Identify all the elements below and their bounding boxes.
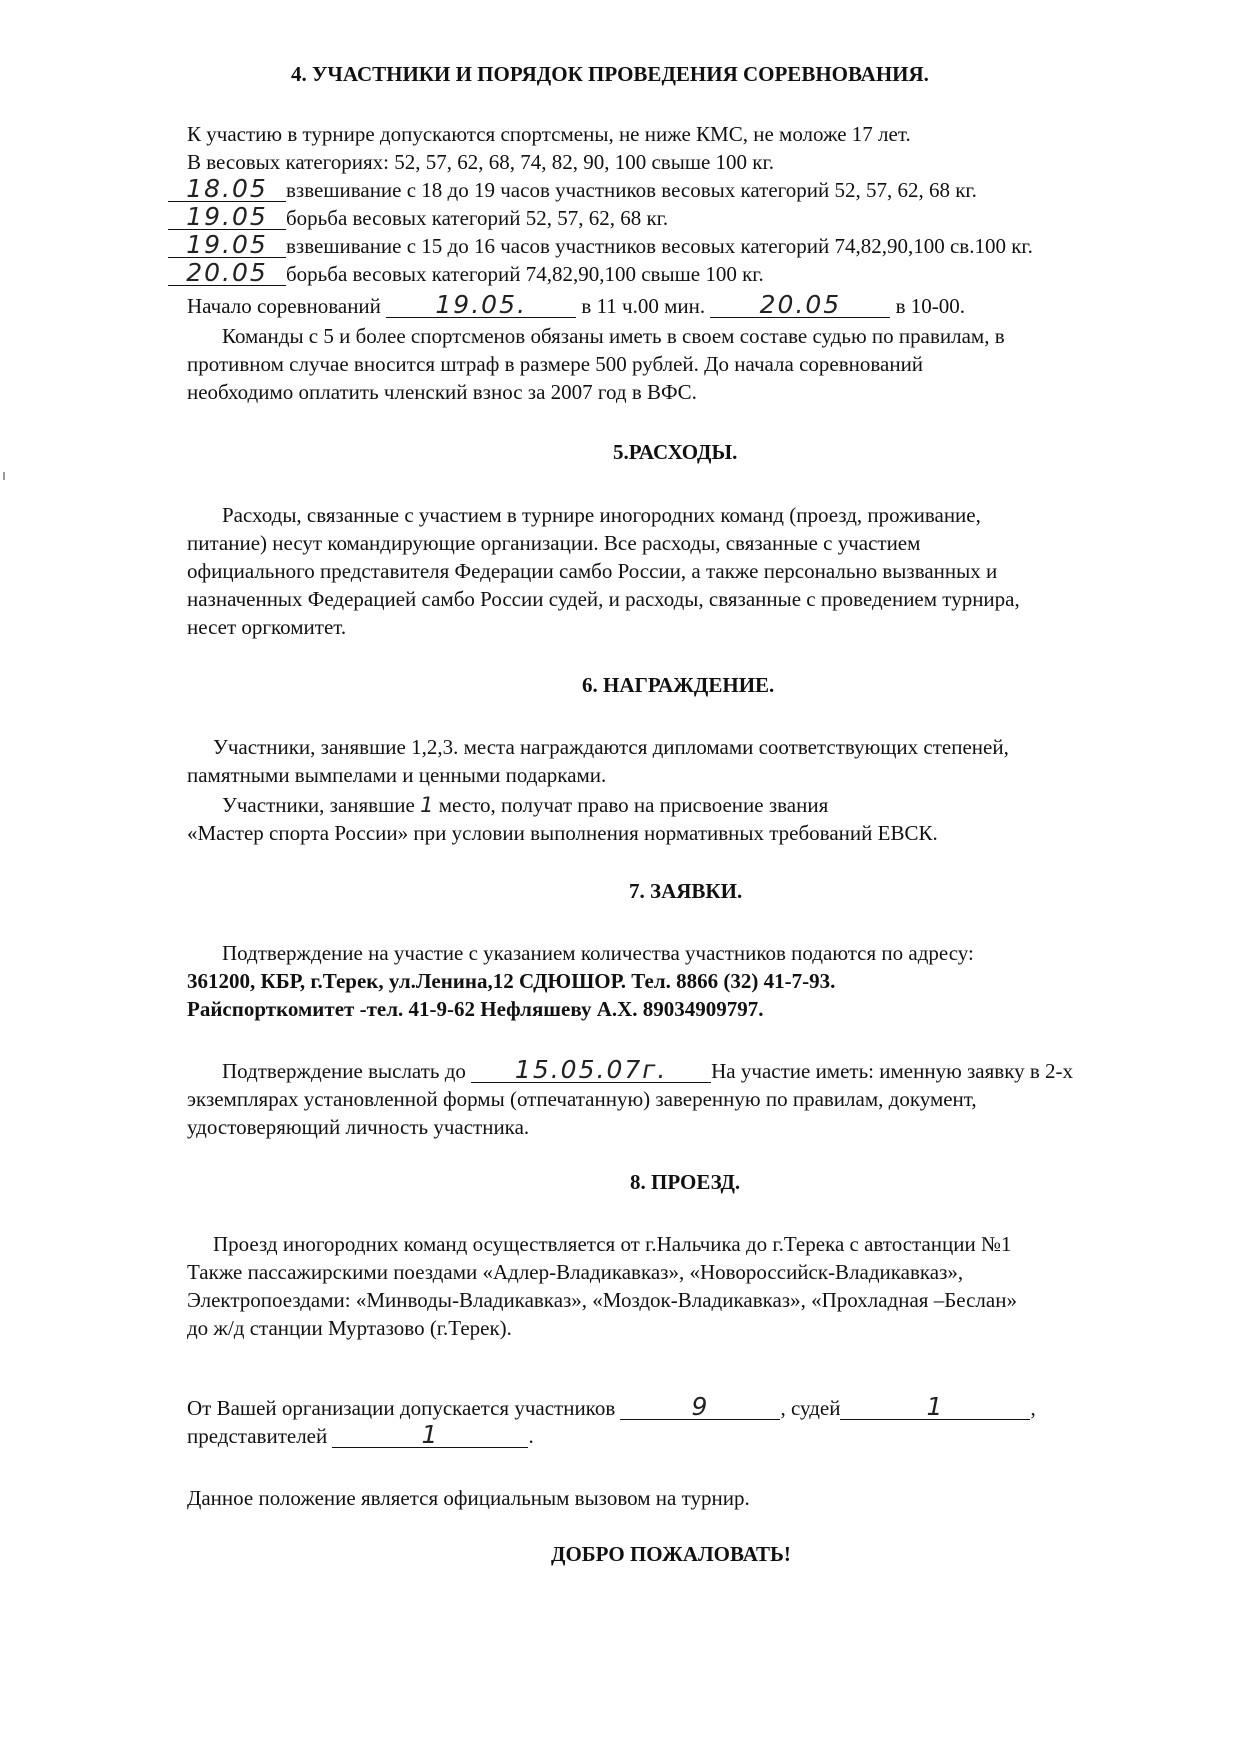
quota-reps-label: представителей — [187, 1424, 328, 1448]
start-time-2: в 10-00. — [895, 294, 966, 318]
s8-line-4: до ж/д станции Муртазово (г.Терек). — [187, 1316, 512, 1340]
s5-line-4: назначенных Федерацией самбо России судей, и расходы, связанные с проведением турнира, — [187, 587, 1020, 611]
handwritten-date: 20.05 — [168, 261, 286, 286]
schedule-text: взвешивание с 18 до 19 часов участников весовых категорий 52, 57, 62, 68 кг. — [286, 178, 977, 202]
s5-line-3: официального представителя Федерации самбо России, а также персонально вызванных и — [187, 559, 998, 583]
s7-contact: Райспорткомитет -тел. 41-9-62 Нефляшеву А.Х. 89034909797. — [187, 997, 764, 1021]
handwritten-date: 19.05 — [168, 205, 286, 230]
quota-period: . — [528, 1424, 534, 1448]
quota-comma: , — [1030, 1396, 1036, 1420]
handwritten-date: 18.05 — [168, 177, 286, 202]
official-call: Данное положение является официальным вызовом на турнир. — [187, 1486, 750, 1510]
section-4-heading: 4. УЧАСТНИКИ И ПОРЯДОК ПРОВЕДЕНИЯ СОРЕВНОВАНИЯ. — [291, 62, 929, 86]
s4-line-2: В весовых категориях: 52, 57, 62, 68, 74, 82, 90, 100 свыше 100 кг. — [187, 150, 775, 174]
s4-para-2: противном случае вносится штраф в размере 500 рублей. До начала соревнований — [187, 352, 924, 376]
handwritten-judges: 1 — [840, 1395, 1030, 1420]
handwritten-start-date-1: 19.05. — [386, 293, 576, 318]
start-time-1: в 11 ч.00 мин. — [581, 294, 706, 318]
schedule-row-2 — [168, 204, 668, 232]
handwritten-place: 1 — [420, 793, 434, 817]
quota-line-1 — [187, 1394, 1036, 1422]
quota-judges-label: , судей — [780, 1396, 841, 1420]
s5-line-5: несет оргкомитет. — [187, 615, 347, 639]
handwritten-reps: 1 — [332, 1423, 528, 1448]
start-line — [187, 292, 965, 320]
section-7-heading: 7. ЗАЯВКИ. — [629, 879, 743, 903]
handwritten-start-date-2: 20.05 — [710, 293, 890, 318]
s7-address: 361200, КБР, г.Терек, ул.Ленина,12 СДЮШОР. Тел. 8866 (32) 41-7-93. — [187, 969, 836, 993]
handwritten-participants: 9 — [620, 1395, 780, 1420]
s7-confirm-rest: На участие иметь: именную заявку в 2-х — [711, 1059, 1074, 1083]
handwritten-date: 19.05 — [168, 233, 286, 258]
s4-para-3: необходимо оплатить членский взнос за 2007 год в ВФС. — [187, 380, 697, 404]
s5-line-2: питание) несут командирующие организации. Все расходы, связанные с участием — [187, 531, 921, 555]
s8-line-2: Также пассажирскими поездами «Адлер-Владикавказ», «Новороссийск-Владикавказ», — [187, 1260, 964, 1284]
s7-line-6: удостоверяющий личность участника. — [187, 1115, 530, 1139]
schedule-row-3 — [168, 232, 1033, 260]
schedule-text: борьба весовых категорий 52, 57, 62, 68 кг. — [286, 206, 669, 230]
section-6-heading: 6. НАГРАЖДЕНИЕ. — [582, 673, 775, 697]
s7-line-5: экземплярах установленной формы (отпечатанную) заверенную по правилам, документ, — [187, 1087, 977, 1111]
schedule-row-4 — [168, 260, 764, 288]
s7-confirm-label: Подтверждение выслать до — [222, 1059, 466, 1083]
s6-line-3b: место, получат право на присвоение звания — [438, 793, 829, 817]
s4-line-1: К участию в турнире допускаются спортсмены, не ниже КМС, не моложе 17 лет. — [187, 122, 911, 146]
handwritten-deadline: 15.05.07г. — [471, 1058, 711, 1083]
s5-line-1: Расходы, связанные с участием в турнире иногородних команд (проезд, проживание, — [222, 503, 981, 527]
scan-mark — [3, 472, 5, 480]
welcome-heading: ДОБРО ПОЖАЛОВАТЬ! — [551, 1542, 791, 1566]
schedule-text: взвешивание с 15 до 16 часов участников весовых категорий 74,82,90,100 св.100 кг. — [286, 234, 1033, 258]
s6-line-2: памятными вымпелами и ценными подарками. — [187, 763, 607, 787]
section-5-heading: 5.РАСХОДЫ. — [613, 440, 738, 464]
schedule-text: борьба весовых категорий 74,82,90,100 свыше 100 кг. — [286, 262, 764, 286]
s7-line-1: Подтверждение на участие с указанием количества участников подаются по адресу: — [222, 941, 974, 965]
start-label: Начало соревнований — [187, 294, 381, 318]
quota-line-2 — [187, 1422, 534, 1450]
s6-line-3 — [222, 791, 828, 819]
s6-line-4: «Мастер спорта России» при условии выполнения нормативных требований ЕВСК. — [187, 821, 938, 845]
s8-line-3: Электропоездами: «Минводы-Владикавказ», «Моздок-Владикавказ», «Прохладная –Беслан» — [187, 1288, 1017, 1312]
schedule-row-1 — [168, 176, 977, 204]
s8-line-1: Проезд иногородних команд осуществляется от г.Нальчика до г.Терека с автостанции №1 — [213, 1232, 1012, 1256]
s4-para-1: Команды с 5 и более спортсменов обязаны иметь в своем составе судью по правилам, в — [222, 324, 1005, 348]
s7-confirm-line — [222, 1057, 1073, 1085]
s6-line-1: Участники, занявшие 1,2,3. места награждаются дипломами соответствующих степеней, — [213, 735, 1009, 759]
section-8-heading: 8. ПРОЕЗД. — [630, 1170, 741, 1194]
s6-line-3a: Участники, занявшие — [222, 793, 415, 817]
quota-participants-label: От Вашей организации допускается участников — [187, 1396, 616, 1420]
